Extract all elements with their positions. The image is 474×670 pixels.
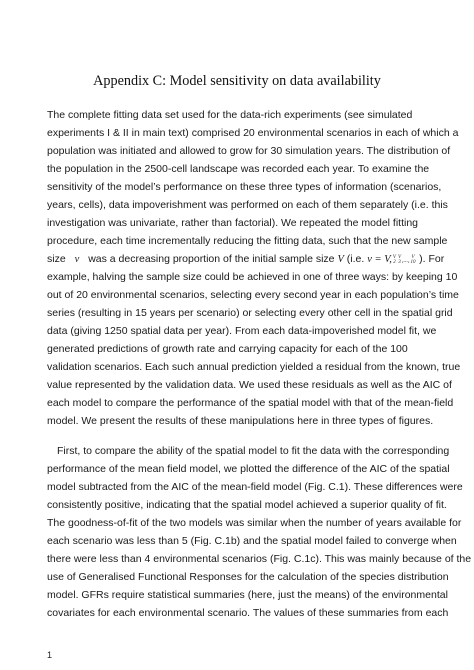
- paragraph-line: The goodness-of-fit of the two models was similar when the number of years available for: [47, 517, 462, 529]
- paragraph-line: model. We present the results of these manipulations here in three types of figures.: [47, 415, 434, 427]
- paragraph-line: population was initiated and allowed to grow for 30 simulation years. The distribution of: [47, 145, 451, 157]
- paragraph-line-with-formula: [47, 252, 444, 268]
- paragraph-line: each model to compare the performance of the spatial model with that of the mean-field: [47, 397, 454, 409]
- paragraph-line: First, to compare the ability of the spatial model to fit the data with the corresponding: [57, 445, 450, 457]
- paragraph-line: there were less than 4 environmental scenarios (Fig. C.1c). This was mainly because of the: [47, 553, 472, 565]
- sample-size-formula: v = V, V 2 V 3 ,..., V 10: [367, 254, 416, 265]
- paragraph-line: value represented by the validation data. We used these residuals as well as the AIC of: [47, 379, 452, 391]
- paragraph-line: validation scenarios. Each such annual prediction yielded a residual from the known, true: [47, 361, 461, 373]
- paragraph-line: each scenario was less than 5 (Fig. C.1b) and the spatial model failed to converge when: [47, 535, 457, 547]
- variable-v: v: [74, 254, 80, 265]
- paragraph-line: performance of the mean field model, we plotted the difference of the AIC of the spatial: [47, 463, 450, 475]
- paragraph-line: use of Generalised Functional Responses for the calculation of the species distribution: [47, 571, 449, 583]
- text-mid: was a decreasing proportion of the initial sample size: [88, 253, 335, 265]
- page-number: 1: [47, 650, 53, 660]
- paragraph-line: series (resulting in 15 years per scenario) or selecting every other cell in the spatial grid: [47, 307, 453, 319]
- paragraph-line: example, halving the sample size could be achieved in one of three ways: by keeping 10: [47, 271, 458, 283]
- paragraph-line: model. GFRs require statistical summaries (here, just the means) of the environmental: [47, 589, 448, 601]
- paragraph-line: procedure, each time incrementally reducing the fitting data, such that the new sample: [47, 235, 448, 247]
- paragraph-line: model subtracted from the AIC of the mean-field model (Fig. C.1). These differences were: [47, 481, 463, 493]
- variable-V: V: [337, 254, 344, 265]
- paragraph-line: out of 20 environmental scenarios, selecting every second year in each population’s time: [47, 289, 459, 301]
- text-ie: (i.e.: [346, 253, 365, 265]
- paragraph-line: experiments I & II in main text) comprised 20 environmental scenarios in each of which a: [47, 127, 459, 139]
- paragraph-line: generated predictions of growth rate and carrying capacity for each of the 100: [47, 343, 408, 355]
- paragraph-line: The complete fitting data set used for the data-rich experiments (see simulated: [47, 109, 413, 121]
- appendix-title: Appendix C: Model sensitivity on data availability: [93, 73, 381, 89]
- paragraph-line: years, cells), data impoverishment was performed on each of them separately (i.e. this: [47, 199, 448, 211]
- paragraph-line: data (giving 1250 spatial data per year). From each data-impoverished model fit, we: [47, 325, 437, 337]
- paragraph-line: sensitivity of the model’s performance on these three types of information (scenarios,: [47, 181, 442, 193]
- text-end: ). For: [419, 253, 445, 265]
- paragraph-line: the population in the 2500-cell landscape was recorded each year. To examine the: [47, 163, 430, 175]
- text-size: size: [47, 253, 66, 265]
- paragraph-line: consistently positive, indicating that the spatial model achieved a superior quality of fit.: [47, 499, 447, 511]
- paragraph-line: covariates for each environmental scenario. The values of these summaries from each: [47, 607, 449, 619]
- paragraph-line: investigation was univariate, rather than factorial). We repeated the model fitting: [47, 217, 419, 229]
